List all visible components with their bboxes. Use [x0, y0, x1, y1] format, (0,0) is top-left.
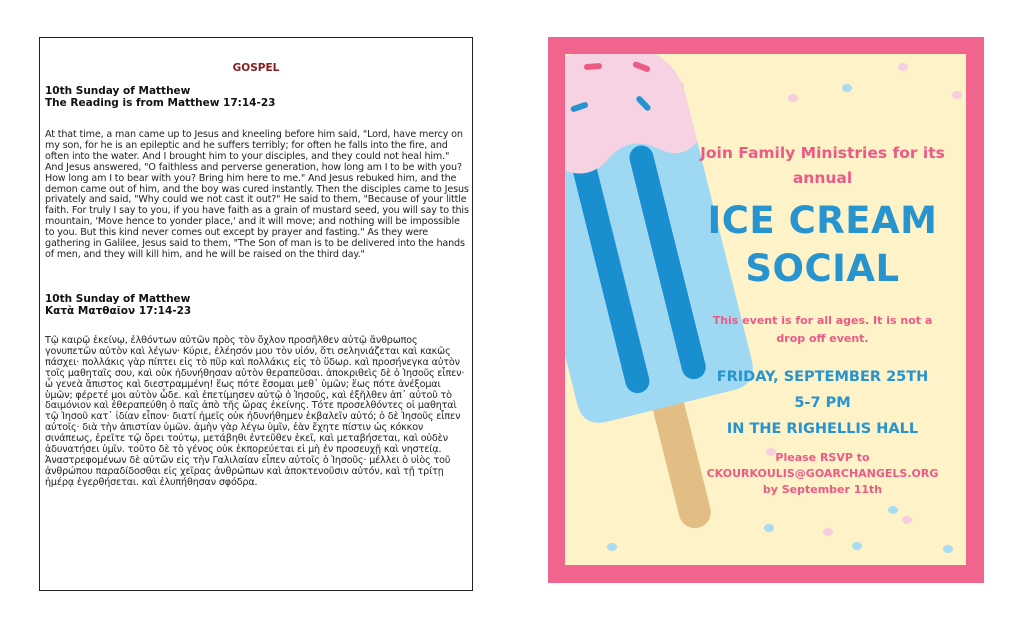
flyer-background: [565, 54, 966, 565]
english-reading-text: At that time, a man came up to Jesus and kneeling before him said, "Lord, have mercy on my son, for he is an epileptic and he suffers terribly; for often he falls into the fire, and often into the water. And I brought him to your disciples, and they could not heal him." And Jesus answered, "O faithless and perverse generation, how long am I to be with you? How long am I to bear with you? Bring him here to me." And Jesus rebuked him, and the demon came out of him, and the boy was cured instantly. Then the disciples came to Jesus privately and said, "Why could we not cast it out?" He said to them, "Because of your little faith. For truly I say to you, if you have faith as a grain of mustard seed, you will say to this mountain, 'Move hence to yonder place,' and it will move; and nothing will be impossible to you. But this kind never comes out except by prayer and fasting." As they were gathering in Galilee, Jesus said to them, "The Son of man is to be delivered into the hands of men, and they will kill him, and he will be raised on the third day.": [45, 129, 469, 260]
rsvp-info: [685, 450, 960, 498]
join-line1: Join Family Ministries for its: [700, 144, 945, 162]
rsvp-deadline: by September 11th: [762, 483, 883, 496]
join-family-ministries-text: [685, 141, 960, 191]
english-reading-title: [45, 86, 275, 109]
event-details: [685, 364, 960, 442]
ice-cream-flyer: [548, 37, 984, 583]
note-line2: drop off event.: [776, 332, 869, 345]
event-time: 5-7 PM: [794, 395, 851, 411]
english-title-line1: 10th Sunday of Matthew: [45, 85, 191, 97]
gospel-heading: GOSPEL: [232, 62, 280, 74]
event-note: [685, 312, 960, 348]
greek-reading-title: [45, 294, 191, 317]
title-line2: SOCIAL: [745, 247, 900, 290]
greek-reading-text: Τῷ καιρῷ ἐκείνῳ, ἐλθόντων αὐτῶν πρὸς τὸν ὄχλον προσῆλθεν αὐτῷ ἄνθρωπος γονυπετῶν αὐτὸν καὶ λέγων· Κύριε, ἐλέησόν μου τὸν υἱόν, ὅτι σεληνιάζεται καὶ κακῶς πάσχει· πολλάκις γὰρ πίπτει εἰς τὸ πῦρ καὶ πολλάκις εἰς τὸ ὕδωρ. καὶ προσήνεγκα αὐτὸν τοῖς μαθηταῖς σου, καὶ οὐκ ἠδυνήθησαν αὐτὸν θεραπεῦσαι. ἀποκριθεὶς δὲ ὁ Ἰησοῦς εἶπεν· ὦ γενεὰ ἄπιστος καὶ διεστραμμένη! ἕως πότε ἔσομαι μεθ᾽ ὑμῶν; ἕως πότε ἀνέξομαι ὑμῶν; φέρετέ μοι αὐτὸν ὧδε. καὶ ἐπετίμησεν αὐτῷ ὁ Ἰησοῦς, καὶ ἐξῆλθεν ἀπ᾽ αὐτοῦ τὸ δαιμόνιον καὶ ἐθεραπεύθη ὁ παῖς ἀπὸ τῆς ὥρας ἐκείνης. Τότε προσελθόντες οἱ μαθηταὶ τῷ Ἰησοῦ κατ᾽ ἰδίαν εἶπον· διατί ἡμεῖς οὐκ ἠδυνήθημεν ἐκβαλεῖν αὐτό; ὁ δὲ Ἰησοῦς εἶπεν αὐτοῖς· διὰ τὴν ἀπιστίαν ὑμῶν. ἀμὴν γὰρ λέγω ὑμῖν, ἐὰν ἔχητε πίστιν ὡς κόκκον σινάπεως, ἐρεῖτε τῷ ὄρει τούτῳ, μετάβηθι ἐντεῦθεν ἐκεῖ, καὶ μεταβήσεται, καὶ οὐδὲν ἀδυνατήσει ὑμῖν. τοῦτο δὲ τὸ γένος οὐκ ἐκπορεύεται εἰ μὴ ἐν προσευχῇ καὶ νηστείᾳ. Ἀναστρεφομένων δὲ αὐτῶν εἰς τὴν Γαλιλαίαν εἶπεν αὐτοῖς ὁ Ἰησοῦς· μέλλει ὁ υἱὸς τοῦ ἀνθρώπου παραδίδοσθαι εἰς χεῖρας ἀνθρώπων καὶ ἀποκτενοῦσιν αὐτόν, καὶ τῇ τρίτῃ ἡμέρᾳ ἐγερθήσεται. καὶ ἐλυπήθησαν σφόδρα.: [45, 335, 465, 488]
greek-title-line1: 10th Sunday of Matthew: [45, 293, 191, 305]
greek-title-line2: Κατὰ Ματθαῖον 17:14-23: [45, 304, 192, 317]
flyer-title: [685, 197, 960, 293]
english-title-line2: The Reading is from Matthew 17:14-23: [45, 96, 276, 109]
note-line1: This event is for all ages. It is not a: [712, 314, 933, 327]
event-date: FRIDAY, SEPTEMBER 25TH: [716, 369, 929, 385]
title-line1: ICE CREAM: [707, 199, 938, 242]
gospel-page: [39, 37, 473, 591]
rsvp-line1: Please RSVP to: [775, 451, 870, 464]
rsvp-email: CKOURKOULIS@GOARCHANGELS.ORG: [706, 467, 939, 480]
event-location: IN THE RIGHELLIS HALL: [726, 421, 919, 437]
join-line2: annual: [792, 169, 853, 187]
